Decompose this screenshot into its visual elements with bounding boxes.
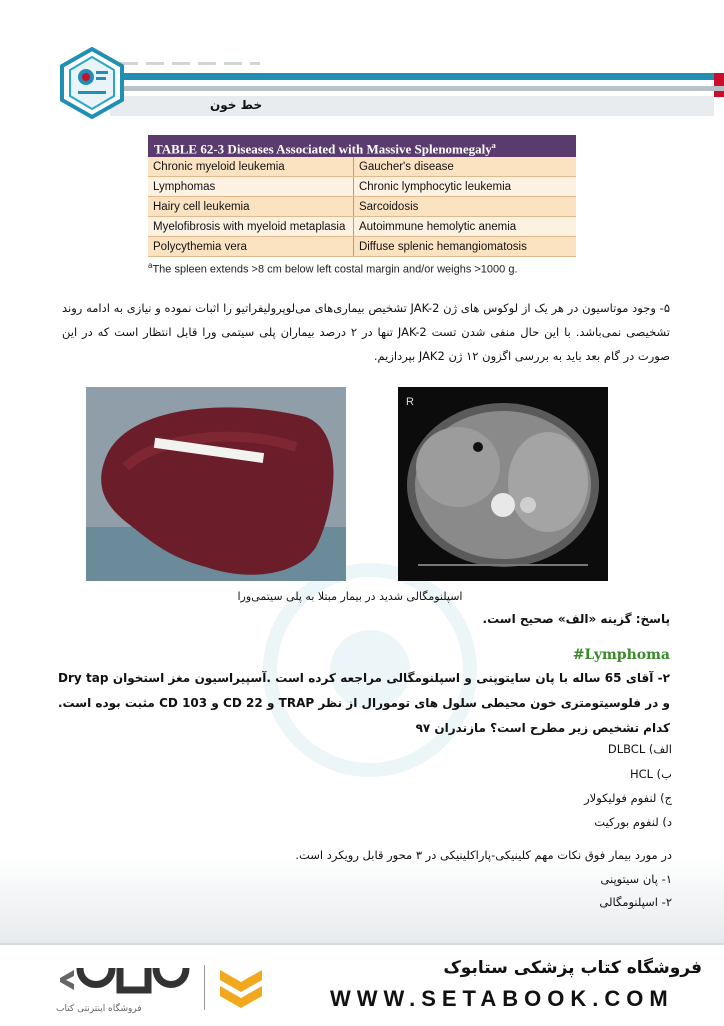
chevron-logo-icon bbox=[216, 966, 266, 1012]
table-cell: Sarcoidosis bbox=[353, 197, 576, 217]
table-cell: Polycythemia vera bbox=[148, 237, 353, 257]
table-title-mark: a bbox=[491, 141, 496, 150]
ct-scan-image bbox=[398, 387, 608, 581]
table-cell: Gaucher's disease bbox=[353, 157, 576, 177]
table-body bbox=[148, 157, 576, 257]
option-b: ب) HCL bbox=[629, 767, 672, 781]
ct-scan-icon bbox=[398, 387, 608, 581]
chapter-title: خط خون bbox=[210, 98, 263, 112]
spleen-specimen-image bbox=[86, 387, 346, 581]
header-blue-bar bbox=[120, 73, 724, 80]
table-cell: Diffuse splenic hemangiomatosis bbox=[353, 237, 576, 257]
option-c: ج) لنفوم فولیکولار bbox=[584, 791, 672, 805]
footer-brand-subtitle: فروشگاه اینترنتی کتاب bbox=[56, 1004, 142, 1014]
table-footnote-mark: a bbox=[148, 261, 153, 270]
question-2: ۲- آقای 65 ساله با پان سایتوپنی و اسپلنومگالی مراجعه کرده است .آسپیراسیون مغز استخوان Dry tap و در فلوسیتومتری خون محیطی سلول های تومورال از نظر TRAP و CD 22 و CD 103 مثبت بوده است. کدام تشخیص زیر مطرح است؟ مازندران ۹۷ bbox=[58, 671, 670, 735]
store-url[interactable]: WWW.SETABOOK.COM bbox=[330, 986, 674, 1011]
spleen-photo-icon bbox=[86, 387, 346, 581]
splenomegaly-table bbox=[148, 135, 576, 276]
table-cell: Hairy cell leukemia bbox=[148, 197, 353, 217]
header-red-tab bbox=[714, 73, 724, 97]
paragraph-jak2: ۵- وجود موتاسیون در هر یک از لوکوس های ژن JAK-2 تشخیص بیماری‌های می‌لوپرولیفراتیو را اثبات نموده و نیازی به ادامه روند تشخیصی نمی‌باشد. با این حال منفی شدن تست JAK-2 تنها در ۲ درصد بیماران پلی سیتمی ورا قابل انتظار است که در این صورت در گام بعد باید به بررسی اگزون ۱۲ ژن JAK2 بپردازیم. bbox=[62, 301, 670, 363]
image-caption: اسپلنومگالی شدید در بیمار مبتلا به پلی سیتمی‌ورا bbox=[237, 590, 463, 603]
table-cell: Chronic myeloid leukemia bbox=[148, 157, 353, 177]
point-2: ۲- اسپلنومگالی bbox=[599, 895, 672, 909]
table-row bbox=[148, 217, 576, 237]
table-cell: Myelofibrosis with myeloid metaplasia bbox=[148, 217, 353, 237]
section-tag: #Lymphoma bbox=[572, 647, 670, 663]
table-cell: Chronic lymphocytic leukemia bbox=[353, 177, 576, 197]
discussion-line: در مورد بیمار فوق نکات مهم کلینیکی-پاراکلینیکی در ۳ محور قابل رویکرد است. bbox=[295, 848, 672, 862]
ct-side-marker: R bbox=[406, 396, 414, 408]
option-d: د) لنفوم بورکیت bbox=[594, 815, 672, 829]
table-row bbox=[148, 197, 576, 217]
footer-divider bbox=[204, 965, 205, 1010]
table-title: TABLE 62-3 Diseases Associated with Massive Splenomegaly$^a$ bbox=[148, 135, 576, 157]
table-row bbox=[148, 157, 576, 177]
header-grey-bar bbox=[120, 86, 724, 91]
answer-line: پاسخ: گزینه «الف» صحیح است. bbox=[482, 612, 670, 626]
table-row bbox=[148, 177, 576, 197]
table-cell: Autoimmune hemolytic anemia bbox=[353, 217, 576, 237]
table-footnote: $^a$The spleen extends >8 cm below left costal margin and/or weighs >1000 g. bbox=[148, 261, 518, 276]
table-row bbox=[148, 237, 576, 257]
table-cell: Lymphomas bbox=[148, 177, 353, 197]
header-dash-line bbox=[120, 62, 260, 65]
publisher-logo-icon bbox=[56, 47, 128, 119]
chapter-band bbox=[110, 96, 714, 116]
point-1: ۱- پان سیتوپنی bbox=[600, 872, 672, 886]
store-title: فروشگاه کتاب پزشکی ستابوک bbox=[443, 958, 702, 978]
option-a: الف) DLBCL bbox=[607, 742, 672, 756]
